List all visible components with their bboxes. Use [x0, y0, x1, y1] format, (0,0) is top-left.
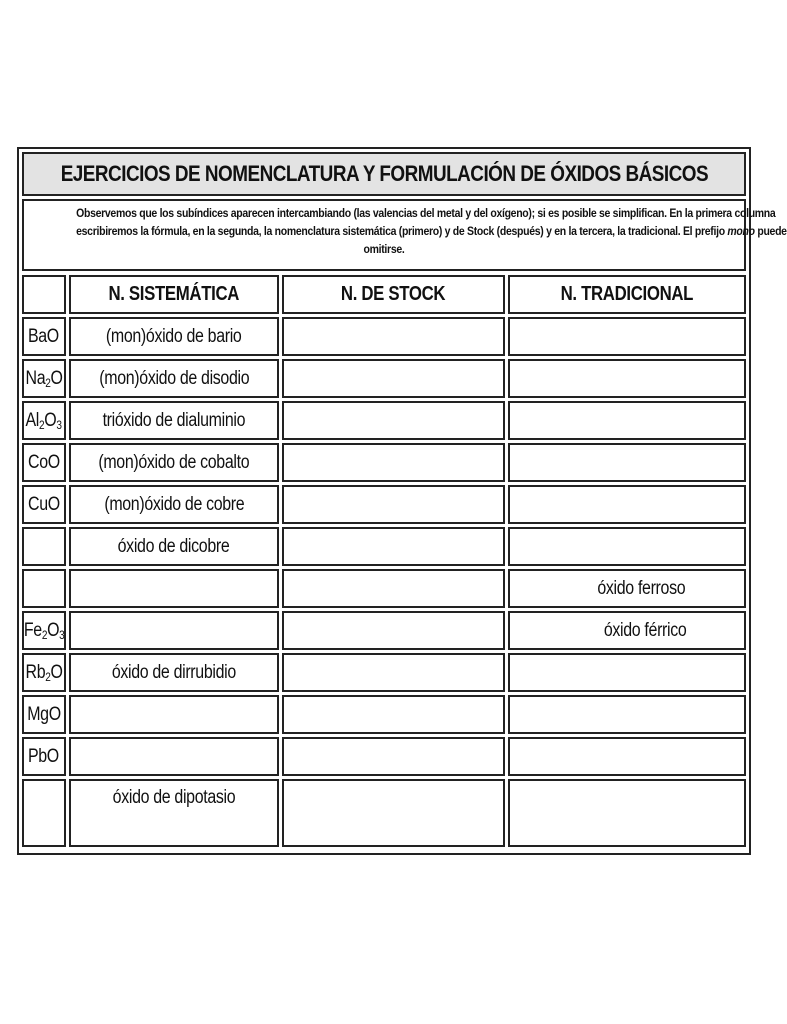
- formula-symbol: Al: [25, 409, 40, 431]
- sistematica-cell[interactable]: [69, 317, 279, 356]
- sistematica-cell[interactable]: [69, 611, 279, 650]
- formula-text: [26, 410, 62, 432]
- sistematica-cell-text: (mon)óxido de disodio: [99, 367, 249, 389]
- formula-cell: [22, 485, 66, 524]
- tradicional-cell[interactable]: [508, 359, 746, 398]
- table-row: [22, 779, 746, 847]
- table-row: [22, 401, 746, 440]
- header-stock: N. DE STOCK: [282, 275, 505, 314]
- formula-symbol: O: [50, 661, 63, 683]
- stock-cell[interactable]: [282, 317, 505, 356]
- sistematica-cell[interactable]: [69, 737, 279, 776]
- sistematica-cell-text: óxido de dirrubidio: [111, 661, 237, 683]
- formula-text: [27, 704, 61, 726]
- formula-symbol: O: [46, 619, 60, 641]
- formula-symbol: CuO: [27, 493, 60, 515]
- stock-cell[interactable]: [282, 695, 505, 734]
- table-row: [22, 737, 746, 776]
- formula-subscript: 2: [41, 627, 47, 642]
- formula-text: [25, 662, 62, 684]
- sistematica-cell[interactable]: [69, 401, 279, 440]
- instructions-line-3: omitirse.: [363, 242, 405, 256]
- table-row: [22, 695, 746, 734]
- tradicional-cell[interactable]: [508, 401, 746, 440]
- stock-cell[interactable]: [282, 443, 505, 482]
- sistematica-cell-text: óxido de dicobre: [117, 535, 230, 557]
- formula-cell: [22, 359, 66, 398]
- sistematica-cell-text: (mon)óxido de bario: [106, 325, 242, 347]
- formula-symbol: O: [50, 367, 63, 389]
- stock-cell[interactable]: [282, 485, 505, 524]
- sistematica-cell[interactable]: [69, 359, 279, 398]
- sistematica-cell[interactable]: [69, 443, 279, 482]
- title-box: [22, 152, 746, 196]
- formula-text: [28, 452, 60, 474]
- formula-symbol: MgO: [27, 703, 61, 725]
- instructions-line-2-a: escribiremos la fórmula, en la segunda, la nomenclatura sistemática (primero) y de Stock (después) y en la tercera, la tradicional. El prefijo: [76, 224, 728, 238]
- formula-subscript: 3: [56, 417, 63, 432]
- sistematica-cell[interactable]: [69, 779, 279, 847]
- formula-text: [28, 494, 60, 516]
- table-row: [22, 569, 746, 608]
- formula-cell: [22, 443, 66, 482]
- instructions-box: [22, 199, 787, 271]
- formula-subscript: 2: [45, 669, 51, 684]
- sistematica-cell[interactable]: [69, 569, 279, 608]
- stock-cell[interactable]: [282, 611, 505, 650]
- formula-text: [28, 326, 59, 348]
- sistematica-cell[interactable]: [69, 527, 279, 566]
- stock-cell[interactable]: [282, 527, 505, 566]
- table-row: [22, 443, 746, 482]
- tradicional-cell[interactable]: [508, 317, 746, 356]
- stock-cell[interactable]: [282, 359, 505, 398]
- header-formula: [22, 275, 66, 314]
- formula-text: [24, 620, 65, 642]
- instructions-emphasis: mono: [727, 224, 755, 238]
- tradicional-cell[interactable]: [508, 695, 746, 734]
- formula-cell: [22, 653, 66, 692]
- sistematica-cell-text: (mon)óxido de cobre: [103, 493, 244, 515]
- sistematica-cell[interactable]: [69, 653, 279, 692]
- tradicional-cell[interactable]: [508, 527, 746, 566]
- instructions-line-2: [76, 222, 787, 240]
- formula-cell: [22, 401, 66, 440]
- tradicional-cell[interactable]: [508, 779, 746, 847]
- sistematica-cell-text: (mon)óxido de cobalto: [98, 451, 250, 473]
- table-row: [22, 611, 746, 650]
- formula-symbol: Rb: [25, 661, 46, 683]
- formula-symbol: CoO: [27, 451, 60, 473]
- formula-symbol: BaO: [28, 325, 60, 347]
- formula-cell: [22, 737, 66, 776]
- sistematica-cell[interactable]: [69, 695, 279, 734]
- formula-cell: [22, 695, 66, 734]
- formula-cell: [22, 527, 66, 566]
- tradicional-cell[interactable]: [508, 569, 746, 608]
- tradicional-cell[interactable]: [508, 443, 746, 482]
- worksheet: [17, 147, 787, 855]
- stock-cell[interactable]: [282, 737, 505, 776]
- tradicional-cell[interactable]: [508, 611, 746, 650]
- table-row: [22, 317, 746, 356]
- table-row: [22, 359, 746, 398]
- table-row: [22, 485, 746, 524]
- formula-subscript: 2: [39, 417, 45, 432]
- formula-text: [25, 368, 62, 390]
- formula-cell: [22, 779, 66, 847]
- header-tradicional: N. TRADICIONAL: [508, 275, 746, 314]
- formula-symbol: PbO: [28, 745, 60, 767]
- header-sistematica: N. SISTEMÁTICA: [69, 275, 279, 314]
- sistematica-cell[interactable]: [69, 485, 279, 524]
- instructions-line-1: Observemos que los subíndices aparecen intercambiando (las valencias del metal y del oxígeno); si es posible se simplifican. En la primera columna: [76, 206, 776, 220]
- formula-subscript: 3: [59, 627, 65, 642]
- formula-cell: [22, 569, 66, 608]
- table-row: [22, 653, 746, 692]
- stock-cell[interactable]: [282, 779, 505, 847]
- table-header-row: [22, 275, 746, 314]
- formula-text: [28, 746, 59, 768]
- tradicional-cell-text: óxido ferroso: [597, 577, 686, 599]
- tradicional-cell-text: óxido férrico: [603, 619, 687, 641]
- formula-symbol: Na: [25, 367, 46, 389]
- formula-cell: [22, 317, 66, 356]
- sistematica-cell-text: óxido de dipotasio: [112, 787, 236, 808]
- formula-symbol: Fe: [23, 619, 42, 641]
- stock-cell[interactable]: [282, 569, 505, 608]
- formula-symbol: O: [44, 409, 57, 431]
- formula-subscript: 2: [45, 375, 51, 390]
- instructions-line-2-b: puede: [754, 224, 787, 238]
- stock-cell[interactable]: [282, 401, 505, 440]
- stock-cell[interactable]: [282, 653, 505, 692]
- tradicional-cell[interactable]: [508, 485, 746, 524]
- nomenclature-table: [22, 275, 746, 850]
- tradicional-cell[interactable]: [508, 653, 746, 692]
- table-row: [22, 527, 746, 566]
- tradicional-cell[interactable]: [508, 737, 746, 776]
- sistematica-cell-text: trióxido de dialuminio: [102, 409, 246, 431]
- page-title: EJERCICIOS DE NOMENCLATURA Y FORMULACIÓN DE ÓXIDOS BÁSICOS: [60, 161, 708, 186]
- formula-cell: [22, 611, 66, 650]
